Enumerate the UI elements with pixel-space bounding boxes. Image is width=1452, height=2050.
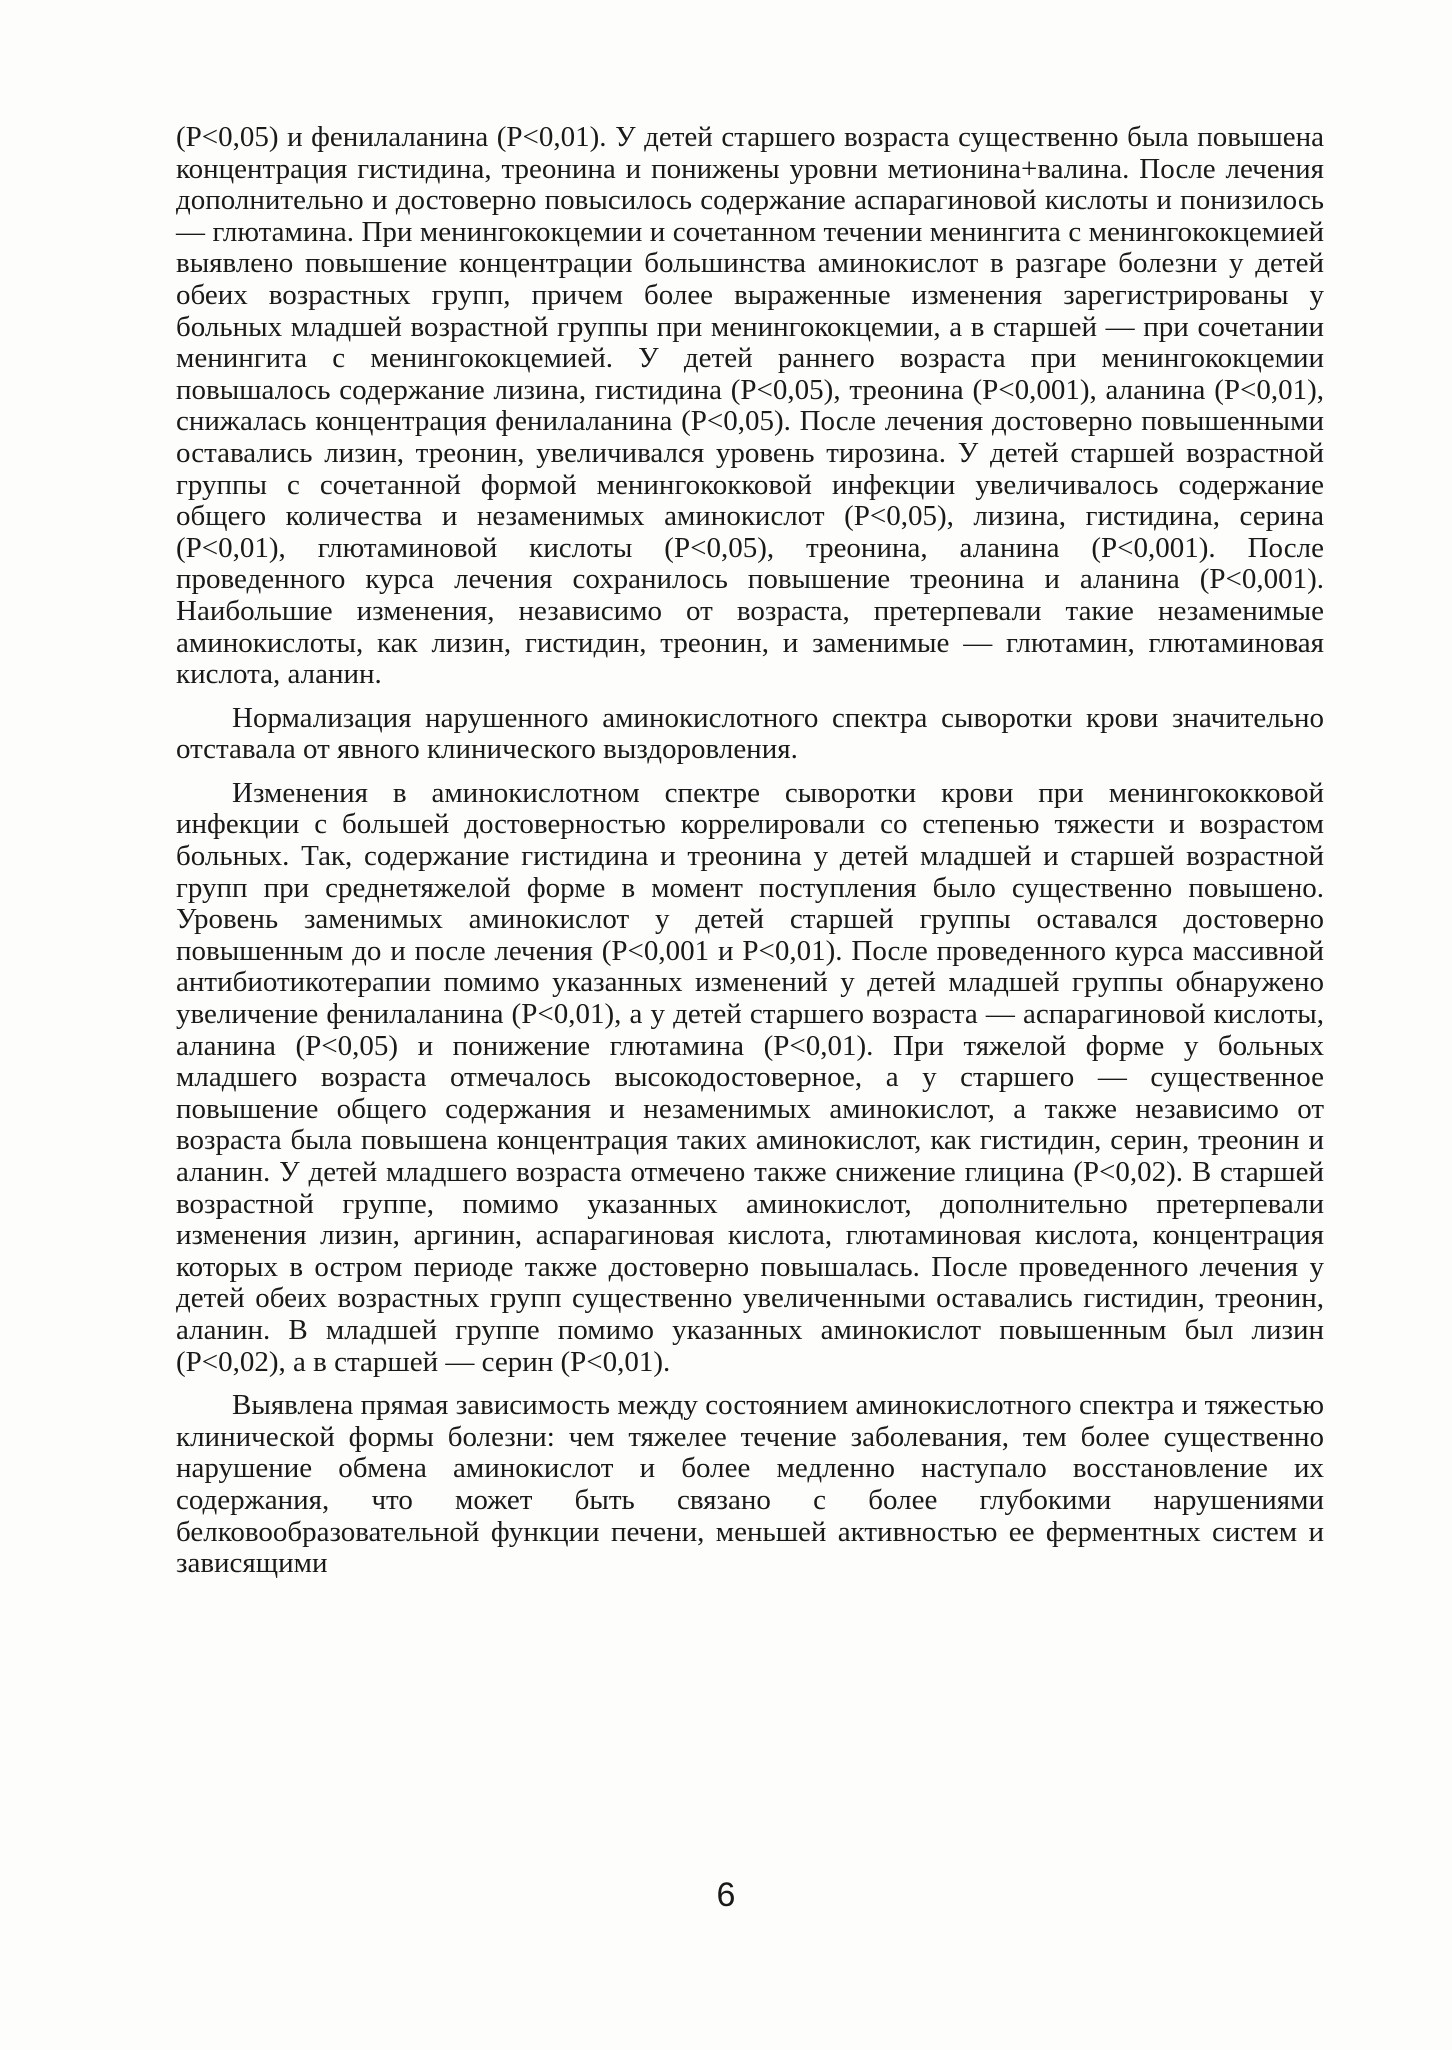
paragraph-4: Выявлена прямая зависимость между состоянием аминокислотного спектра и тяжестью клинической формы болезни: чем тяжелее течение заболевания, тем более существенно нарушение обмена аминокислот и более медленно наступало восстановление их содержания, что может быть связано с более глубокими нарушениями белковообразовательной функции печени, меньшей активностью ее ферментных систем и зависящими [176, 1389, 1324, 1580]
page-number: 6 [716, 1876, 736, 1914]
paragraph-3: Изменения в аминокислотном спектре сыворотки крови при менингококковой инфекции с большей достоверностью коррелировали со степенью тяжести и возрастом больных. Так, содержание гистидина и треонина у детей младшей и старшей возрастной групп при среднетяжелой форме в момент поступления было существенно повышено. Уровень заменимых аминокислот у детей старшей группы оставался достоверно повышенным до и после лечения (Р<0,001 и Р<0,01). После проведенного курса массивной антибиотикотерапии помимо указанных изменений у детей младшей группы обнаружено увеличение фенилаланина (Р<0,01), а у детей старшего возраста — аспарагиновой кислоты, аланина (Р<0,05) и понижение глютамина (Р<0,01). При тяжелой форме у больных младшего возраста отмечалось высокодостоверное, а у старшего — существенное повышение общего содержания и незаменимых аминокислот, а также независимо от возраста была повышена концентрация таких аминокислот, как гистидин, серин, треонин и аланин. У детей младшего возраста отмечено также снижение глицина (Р<0,02). В старшей возрастной группе, помимо указанных аминокислот, дополнительно претерпевали изменения лизин, аргинин, аспарагиновая кислота, глютаминовая кислота, концентрация которых в остром периоде также достоверно повышалась. После проведенного лечения у детей обеих возрастных групп существенно увеличенными оставались гистидин, треонин, аланин. В младшей группе помимо указанных аминокислот повышенным был лизин (Р<0,02), а в старшей — серин (Р<0,01). [176, 776, 1324, 1378]
body-text [176, 122, 1324, 1580]
paragraph-2: Нормализация нарушенного аминокислотного спектра сыворотки крови значительно отставала от явного клинического выздоровления. [176, 701, 1324, 766]
paragraph-1: (Р<0,05) и фенилаланина (Р<0,01). У детей старшего возраста существенно была повышена концентрация гистидина, треонина и понижены уровни метионина+валина. После лечения дополнительно и достоверно повысилось содержание аспарагиновой кислоты и понизилось — глютамина. При менингококцемии и сочетанном течении менингита с менингококцемией выявлено повышение концентрации большинства аминокислот в разгаре болезни у детей обеих возрастных групп, причем более выраженные изменения зарегистрированы у больных младшей возрастной группы при менингококцемии, а в старшей — при сочетании менингита с менингококцемией. У детей раннего возраста при менингококцемии повышалось содержание лизина, гистидина (Р<0,05), треонина (Р<0,001), аланина (Р<0,01), снижалась концентрация фенилаланина (Р<0,05). После лечения достоверно повышенными оставались лизин, треонин, увеличивался уровень тирозина. У детей старшей возрастной группы с сочетанной формой менингококковой инфекции увеличивалось содержание общего количества и незаменимых аминокислот (Р<0,05), лизина, гистидина, серина (Р<0,01), глютаминовой кислоты (Р<0,05), треонина, аланина (Р<0,001). После проведенного курса лечения сохранилось повышение треонина и аланина (Р<0,001). Наибольшие изменения, независимо от возраста, претерпевали такие незаменимые аминокислоты, как лизин, гистидин, треонин, и заменимые — глютамин, глютаминовая кислота, аланин. [176, 121, 1324, 691]
